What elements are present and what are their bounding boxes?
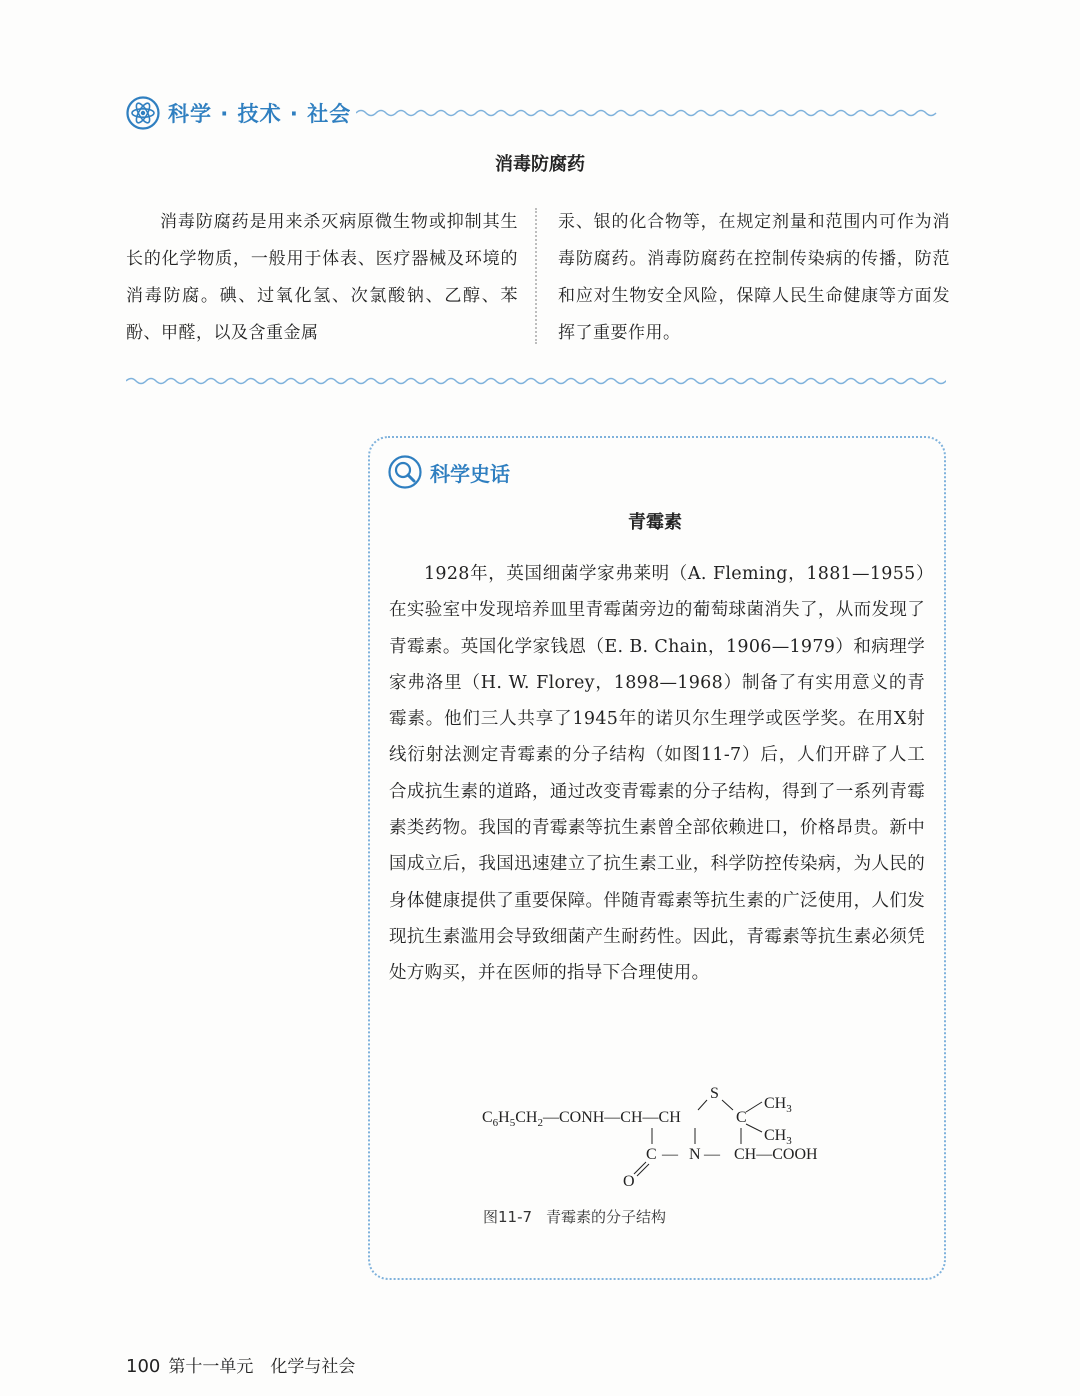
wave-divider-middle	[126, 374, 946, 388]
structure-c-quat: C	[736, 1109, 747, 1126]
disinfectant-title: 消毒防腐药	[495, 154, 585, 175]
magnifier-icon	[388, 455, 422, 489]
structure-ch3-bottom: $CH_3$	[764, 1127, 792, 1147]
penicillin-body: 1928年，英国细菌学家弗莱明（A. Fleming，1881—1955）在实验室中发现培养皿里青霉菌旁边的葡萄球菌消失了，从而发现了青霉素。英国化学家钱恩（E. B. Chain，1906—1979）和病理学家弗洛里（H. W. Florey，1898—1968）制备了有实用意义的青霉素。他们三人共享了1945年的诺贝尔生理学或医学奖。在用X射线衍射法测定青霉素的分子结构（如图11-7）后，人们开辟了人工合成抗生素的道路，通过改变青霉素的分子结构，得到了一系列青霉素类药物。我国的青霉素等抗生素曾全部依赖进口，价格昂贵。新中国成立后，我国迅速建立了抗生素工业，科学防控传染病，为人民的身体健康提供了重要保障。伴随青霉素等抗生素的广泛使用，人们发现抗生素滥用会导致细菌产生耐药性。因此，青霉素等抗生素必须凭处方购买，并在医师的指导下合理使用。	[389, 564, 925, 984]
structure-s: S	[710, 1085, 719, 1102]
atom-icon	[126, 96, 160, 130]
wave-divider-top	[356, 106, 946, 120]
structure-ch3-top: $CH_3$	[764, 1095, 792, 1115]
science-history-header	[388, 453, 510, 491]
disinfectant-text-left: 消毒防腐药是用来杀灭病原微生物或抑制其生长的化学物质，一般用于体表、医疗器械及环境的消毒防腐。碘、过氧化氢、次氯酸钠、乙醇、苯酚、甲醛，以及含重金属	[126, 212, 518, 343]
disinfectant-text-right: 汞、银的化合物等，在规定剂量和范围内可作为消毒防腐药。消毒防腐药在控制传染病的传播，防范和应对生物安全风险，保障人民生命健康等方面发挥了重要作用。	[558, 212, 950, 343]
structure-carbonyl-c: C	[646, 1146, 657, 1163]
footer-unit: 第十一单元 化学与社会	[168, 1357, 356, 1377]
structure-ch-cooh: CH—COOH	[734, 1146, 818, 1163]
column-divider	[535, 208, 537, 344]
page-number: 100	[126, 1356, 161, 1377]
section-header	[126, 92, 351, 134]
section-label: 科学 · 技术 · 社会	[168, 102, 352, 126]
figure-caption	[483, 1206, 666, 1227]
penicillin-title: 青霉素	[628, 512, 682, 533]
science-history-label: 科学史话	[430, 461, 510, 486]
figure-caption-text: 青霉素的分子结构	[546, 1208, 667, 1226]
penicillin-structure	[480, 1080, 850, 1190]
page-footer	[126, 1352, 355, 1377]
svg-text:—: —	[704, 1146, 720, 1163]
figure-number: 图11-7	[483, 1208, 533, 1226]
structure-chain: $C_6H_5CH_2—CONH—CH—CH$	[482, 1109, 681, 1129]
svg-text:—: —	[662, 1146, 678, 1163]
structure-n: N	[689, 1146, 701, 1163]
structure-o: O	[623, 1173, 635, 1190]
